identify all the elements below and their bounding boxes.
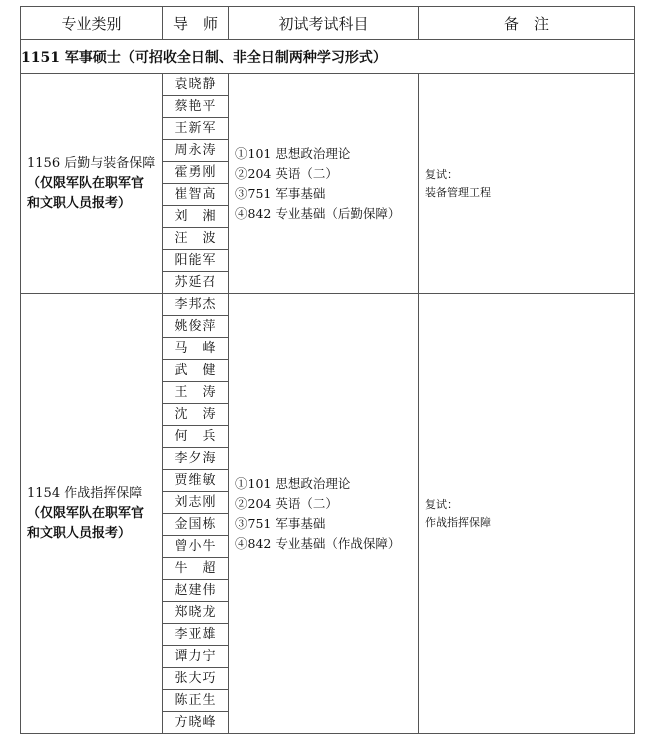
advisor-name: 谭力宁 [163,646,229,668]
subject-line: ④842 专业基础（后勤保障） [235,205,401,221]
remark-line: 作战指挥保障 [425,515,491,529]
advisor-name: 姚俊萍 [163,316,229,338]
advisor-name: 郑晓龙 [163,602,229,624]
major-name: 1156 后勤与装备保障 [27,155,156,171]
header-major: 专业类别 [21,7,163,40]
advisor-name: 张大巧 [163,668,229,690]
header-remarks: 备 注 [419,7,635,40]
advisor-name: 方晓峰 [163,712,229,734]
major-restriction: （仅限军队在职军官和文职人员报考） [27,175,145,211]
advisor-name: 贾维敏 [163,470,229,492]
advisor-name: 袁晓静 [163,74,229,96]
advisor-name: 金国栋 [163,514,229,536]
subject-line: ③751 军事基础 [235,515,326,531]
advisor-name: 马 峰 [163,338,229,360]
remarks-cell [419,294,635,734]
major-restriction: （仅限军队在职军官和文职人员报考） [27,505,145,541]
advisor-name: 曾小牛 [163,536,229,558]
subject-line: ②204 英语（二） [235,495,338,511]
advisor-name: 霍勇刚 [163,162,229,184]
major-name: 1154 作战指挥保障 [27,485,143,501]
advisor-name: 周永涛 [163,140,229,162]
advisor-name: 李夕海 [163,448,229,470]
subject-line: ①101 思想政治理论 [235,145,351,161]
subject-line: ③751 军事基础 [235,185,326,201]
advisor-name: 沈 涛 [163,404,229,426]
advisor-name: 崔智高 [163,184,229,206]
subject-line: ④842 专业基础（作战保障） [235,535,401,551]
enrollment-table [20,6,635,734]
advisor-name: 牛 超 [163,558,229,580]
advisor-name: 赵建伟 [163,580,229,602]
section-title: 1151 军事硕士（可招收全日制、非全日制两种学习形式） [21,40,635,74]
subject-line: ②204 英语（二） [235,165,338,181]
major-cell [21,294,163,734]
advisor-name: 阳能军 [163,250,229,272]
advisor-row [21,74,635,96]
header-subjects: 初试考试科目 [229,7,419,40]
advisor-name: 李亚雄 [163,624,229,646]
table-body [21,7,635,734]
advisor-name: 苏延召 [163,272,229,294]
advisor-name: 王新军 [163,118,229,140]
advisor-name: 王 涛 [163,382,229,404]
advisor-name: 陈正生 [163,690,229,712]
advisor-name: 李邦杰 [163,294,229,316]
major-cell [21,74,163,294]
advisor-name: 汪 波 [163,228,229,250]
subjects-cell [229,74,419,294]
subjects-cell [229,294,419,734]
header-advisor: 导 师 [163,7,229,40]
remark-line: 复试： [425,497,458,511]
section-row [21,40,635,74]
remark-line: 复试： [425,167,458,181]
advisor-name: 刘志刚 [163,492,229,514]
header-row [21,7,635,40]
advisor-name: 刘 湘 [163,206,229,228]
advisor-name: 何 兵 [163,426,229,448]
advisor-name: 蔡艳平 [163,96,229,118]
subject-line: ①101 思想政治理论 [235,475,351,491]
advisor-name: 武 健 [163,360,229,382]
remark-line: 装备管理工程 [425,185,491,199]
remarks-cell [419,74,635,294]
advisor-row [21,294,635,316]
